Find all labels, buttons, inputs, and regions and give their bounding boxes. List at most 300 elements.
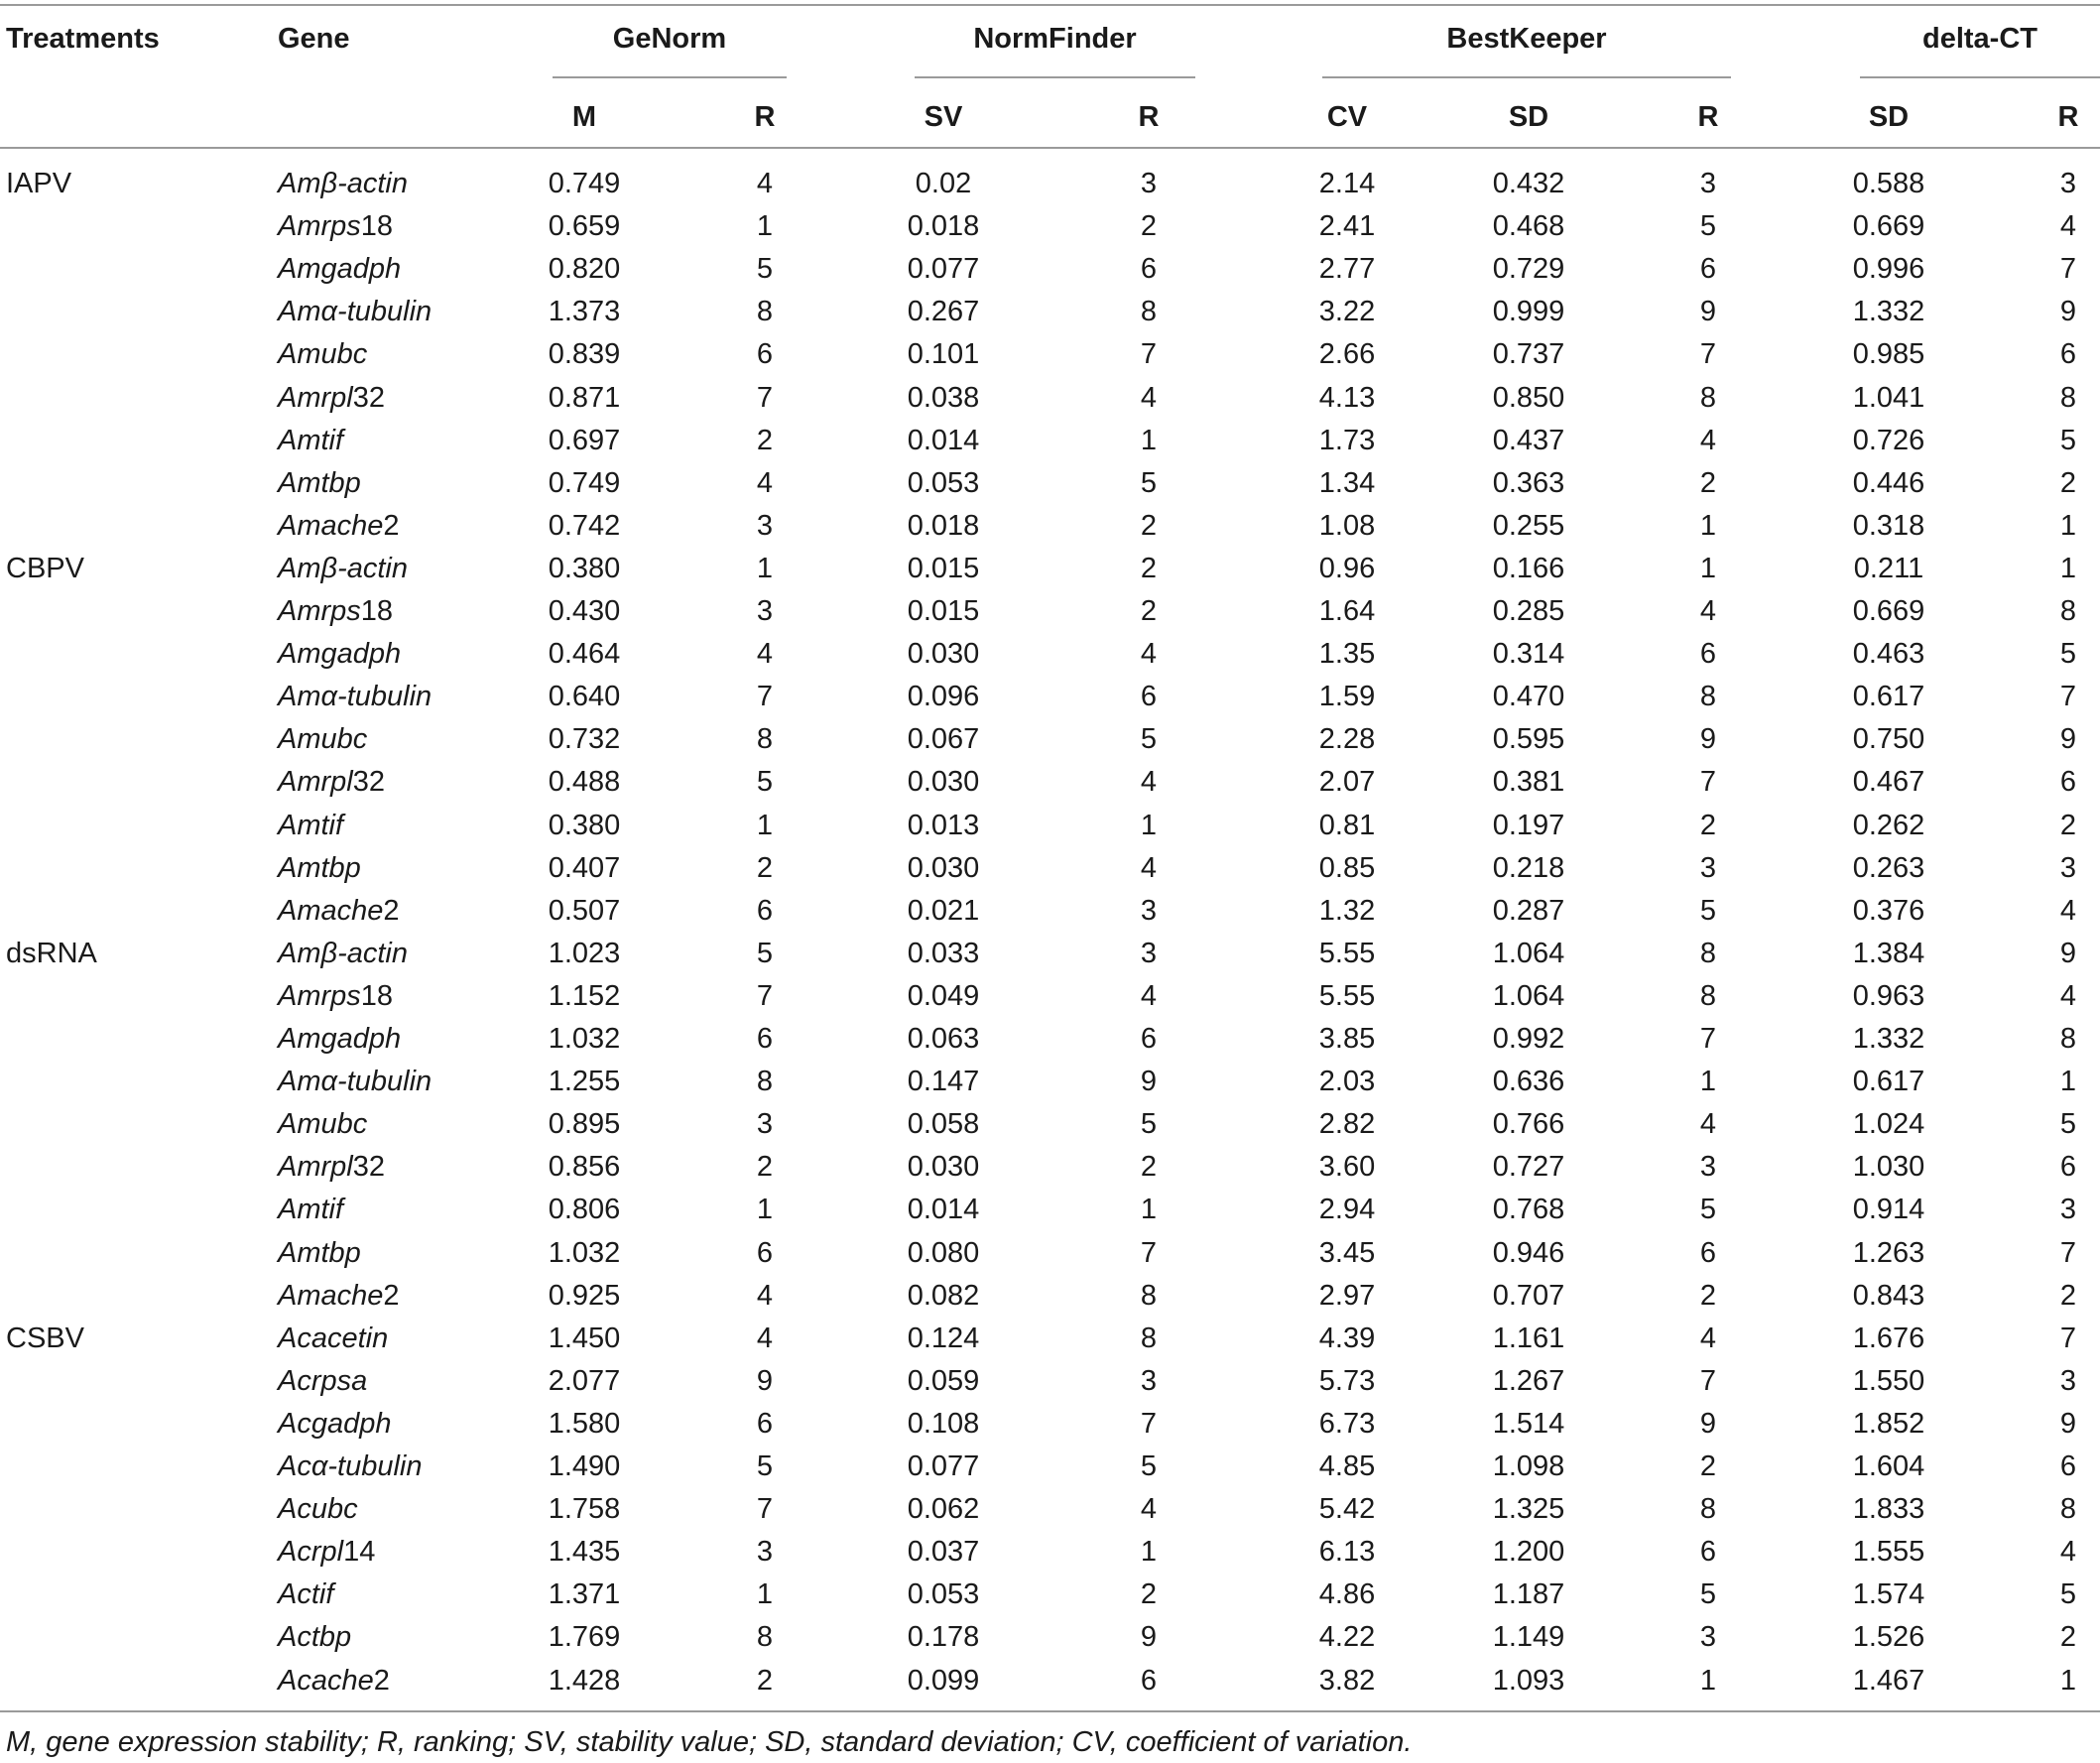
- value-cell: 1.093: [1492, 1664, 1565, 1697]
- value-cell: 2: [1140, 1578, 1158, 1611]
- value-cell: 5: [2059, 638, 2077, 671]
- value-cell: 0.314: [1492, 638, 1565, 671]
- value-cell: 0.732: [548, 723, 621, 756]
- value-cell: 0.895: [548, 1108, 621, 1141]
- value-cell: 9: [2059, 1407, 2077, 1440]
- gene-name: Amα-tubulin: [278, 681, 432, 713]
- value-cell: 2.07: [1318, 766, 1376, 799]
- value-cell: 0.376: [1852, 894, 1925, 927]
- value-cell: 5: [1140, 1450, 1158, 1482]
- value-cell: 0.030: [907, 851, 980, 884]
- value-cell: 0.262: [1852, 809, 1925, 841]
- subheader-sv: SV: [924, 101, 963, 133]
- value-cell: 7: [756, 1493, 774, 1526]
- value-cell: 9: [2059, 296, 2077, 328]
- value-cell: 8: [2059, 1493, 2077, 1526]
- value-cell: 0.038: [907, 381, 980, 414]
- group-underline: [915, 76, 1195, 78]
- value-cell: 1: [1699, 509, 1717, 542]
- value-cell: 3: [1140, 1364, 1158, 1397]
- value-cell: 2: [756, 424, 774, 456]
- value-cell: 2: [756, 851, 774, 884]
- value-cell: 3: [2059, 1364, 2077, 1397]
- value-cell: 2: [1140, 595, 1158, 627]
- value-cell: 5.55: [1318, 937, 1376, 969]
- value-cell: 4: [1140, 766, 1158, 799]
- value-cell: 9: [1140, 1066, 1158, 1098]
- value-cell: 0.255: [1492, 509, 1565, 542]
- gene-name: Amα-tubulin: [278, 1066, 432, 1098]
- value-cell: 8: [1699, 979, 1717, 1012]
- value-cell: 3: [1140, 894, 1158, 927]
- value-cell: 5: [1699, 1578, 1717, 1611]
- value-cell: 0.806: [548, 1194, 621, 1226]
- value-cell: 1.098: [1492, 1450, 1565, 1482]
- value-cell: 6.13: [1318, 1536, 1376, 1569]
- value-cell: 1.59: [1318, 681, 1376, 713]
- value-cell: 8: [2059, 1023, 2077, 1055]
- value-cell: 1.032: [548, 1023, 621, 1055]
- value-cell: 7: [1699, 766, 1717, 799]
- value-cell: 6: [2059, 1450, 2077, 1482]
- value-cell: 2: [2059, 1279, 2077, 1312]
- value-cell: 3.85: [1318, 1023, 1376, 1055]
- value-cell: 5: [1699, 210, 1717, 243]
- value-cell: 8: [1699, 681, 1717, 713]
- value-cell: 0.446: [1852, 466, 1925, 499]
- value-cell: 5: [1699, 894, 1717, 927]
- value-cell: 1.064: [1492, 979, 1565, 1012]
- value-cell: 0.147: [907, 1066, 980, 1098]
- value-cell: 0.197: [1492, 809, 1565, 841]
- subheader-r: R: [2057, 101, 2079, 133]
- value-cell: 1: [1140, 1194, 1158, 1226]
- value-cell: 1: [1699, 1066, 1717, 1098]
- group-header-genorm: GeNorm: [612, 23, 727, 55]
- value-cell: 0.742: [548, 509, 621, 542]
- value-cell: 1.676: [1852, 1322, 1925, 1354]
- value-cell: 2: [2059, 1621, 2077, 1654]
- value-cell: 4: [2059, 979, 2077, 1012]
- value-cell: 0.85: [1318, 851, 1376, 884]
- value-cell: 0.914: [1852, 1194, 1925, 1226]
- value-cell: 1.023: [548, 937, 621, 969]
- value-cell: 0.108: [907, 1407, 980, 1440]
- value-cell: 8: [756, 1066, 774, 1098]
- value-cell: 0.02: [915, 168, 972, 199]
- value-cell: 1.555: [1852, 1536, 1925, 1569]
- top-rule: [0, 4, 2100, 6]
- treatment-label: CSBV: [6, 1322, 84, 1354]
- group-underline: [553, 76, 787, 78]
- value-cell: 0.030: [907, 766, 980, 799]
- value-cell: 2: [1699, 1450, 1717, 1482]
- value-cell: 1: [2059, 509, 2077, 542]
- value-cell: 4.85: [1318, 1450, 1376, 1482]
- value-cell: 0.101: [907, 338, 980, 371]
- value-cell: 4.22: [1318, 1621, 1376, 1654]
- value-cell: 1.514: [1492, 1407, 1565, 1440]
- value-cell: 5: [756, 253, 774, 286]
- value-cell: 0.166: [1492, 552, 1565, 584]
- value-cell: 0.067: [907, 723, 980, 756]
- value-cell: 4: [1140, 638, 1158, 671]
- gene-name: Amβ-actin: [278, 168, 408, 199]
- value-cell: 0.768: [1492, 1194, 1565, 1226]
- value-cell: 2: [1140, 1151, 1158, 1184]
- value-cell: 0.507: [548, 894, 621, 927]
- treatment-label: CBPV: [6, 552, 84, 584]
- value-cell: 2: [756, 1664, 774, 1697]
- gene-name: Acrpsa: [278, 1364, 368, 1397]
- value-cell: 1.267: [1492, 1364, 1565, 1397]
- value-cell: 0.636: [1492, 1066, 1565, 1098]
- value-cell: 0.437: [1492, 424, 1565, 456]
- group-header-normfinder: NormFinder: [973, 23, 1137, 55]
- gene-name: Amgadph: [278, 638, 402, 671]
- value-cell: 5.55: [1318, 979, 1376, 1012]
- value-cell: 8: [2059, 595, 2077, 627]
- value-cell: 4: [2059, 1536, 2077, 1569]
- value-cell: 0.013: [907, 809, 980, 841]
- value-cell: 4: [756, 1279, 774, 1312]
- value-cell: 0.033: [907, 937, 980, 969]
- value-cell: 1: [756, 1578, 774, 1611]
- value-cell: 8: [1140, 1279, 1158, 1312]
- value-cell: 0.318: [1852, 509, 1925, 542]
- value-cell: 0.053: [907, 1578, 980, 1611]
- value-cell: 0.096: [907, 681, 980, 713]
- value-cell: 6: [1699, 1236, 1717, 1269]
- value-cell: 5: [1699, 1194, 1717, 1226]
- value-cell: 0.749: [548, 466, 621, 499]
- value-cell: 0.470: [1492, 681, 1565, 713]
- gene-name: Acache2: [278, 1664, 390, 1697]
- value-cell: 0.380: [548, 552, 621, 584]
- value-cell: 8: [1140, 1322, 1158, 1354]
- value-cell: 1: [2059, 1664, 2077, 1697]
- value-cell: 1.490: [548, 1450, 621, 1482]
- gene-name: Amubc: [278, 1108, 368, 1141]
- value-cell: 4: [1699, 595, 1717, 627]
- subheader-cv: CV: [1326, 101, 1368, 133]
- value-cell: 4: [1140, 851, 1158, 884]
- gene-name: Amtbp: [278, 466, 361, 499]
- value-cell: 2: [2059, 809, 2077, 841]
- value-cell: 7: [2059, 253, 2077, 286]
- value-cell: 5: [756, 766, 774, 799]
- treatment-label: dsRNA: [6, 937, 97, 969]
- gene-name: Amrps18: [278, 595, 394, 627]
- value-cell: 0.750: [1852, 723, 1925, 756]
- value-cell: 0.099: [907, 1664, 980, 1697]
- value-cell: 7: [1699, 1364, 1717, 1397]
- value-cell: 7: [756, 681, 774, 713]
- gene-name: Amgadph: [278, 253, 402, 286]
- value-cell: 0.727: [1492, 1151, 1565, 1184]
- value-cell: 1.024: [1852, 1108, 1925, 1141]
- value-cell: 1.435: [548, 1536, 621, 1569]
- value-cell: 0.467: [1852, 766, 1925, 799]
- value-cell: 8: [756, 296, 774, 328]
- value-cell: 3.45: [1318, 1236, 1376, 1269]
- value-cell: 7: [1140, 1236, 1158, 1269]
- header-bottom-rule: [0, 147, 2100, 149]
- value-cell: 0.464: [548, 638, 621, 671]
- gene-name: Acgadph: [278, 1407, 392, 1440]
- gene-name: Acacetin: [278, 1322, 389, 1354]
- value-cell: 0.018: [907, 509, 980, 542]
- value-cell: 0.380: [548, 809, 621, 841]
- subheader-sd: SD: [1868, 101, 1910, 133]
- value-cell: 1: [2059, 552, 2077, 584]
- value-cell: 1.833: [1852, 1493, 1925, 1526]
- value-cell: 4: [2059, 894, 2077, 927]
- gene-name: Amache2: [278, 894, 400, 927]
- value-cell: 4: [1140, 979, 1158, 1012]
- value-cell: 0.211: [1853, 552, 1924, 584]
- value-cell: 0.077: [907, 1450, 980, 1482]
- value-cell: 0.925: [548, 1279, 621, 1312]
- value-cell: 1.032: [548, 1236, 621, 1269]
- value-cell: 3.22: [1318, 296, 1376, 328]
- value-cell: 0.697: [548, 424, 621, 456]
- value-cell: 0.839: [548, 338, 621, 371]
- value-cell: 0.062: [907, 1493, 980, 1526]
- value-cell: 0.871: [548, 381, 621, 414]
- value-cell: 2.14: [1318, 168, 1376, 199]
- subheader-m: M: [571, 101, 597, 133]
- value-cell: 7: [1140, 338, 1158, 371]
- value-cell: 3: [756, 1108, 774, 1141]
- value-cell: 5: [1140, 723, 1158, 756]
- value-cell: 5: [756, 1450, 774, 1482]
- value-cell: 0.178: [907, 1621, 980, 1654]
- value-cell: 8: [1699, 1493, 1717, 1526]
- value-cell: 2.077: [548, 1364, 621, 1397]
- value-cell: 1.580: [548, 1407, 621, 1440]
- value-cell: 8: [1699, 937, 1717, 969]
- value-cell: 6: [2059, 766, 2077, 799]
- value-cell: 2: [1140, 210, 1158, 243]
- gene-name: Amubc: [278, 723, 368, 756]
- value-cell: 2: [1699, 809, 1717, 841]
- value-cell: 1.187: [1492, 1578, 1565, 1611]
- value-cell: 3: [1699, 851, 1717, 884]
- value-cell: 1.161: [1492, 1322, 1565, 1354]
- value-cell: 0.737: [1492, 338, 1565, 371]
- value-cell: 3: [1699, 1621, 1717, 1654]
- value-cell: 0.037: [907, 1536, 980, 1569]
- value-cell: 0.080: [907, 1236, 980, 1269]
- value-cell: 1: [1699, 552, 1717, 584]
- value-cell: 4: [1140, 381, 1158, 414]
- value-cell: 0.669: [1852, 210, 1925, 243]
- gene-name: Amtif: [278, 1194, 344, 1226]
- value-cell: 6: [1140, 1023, 1158, 1055]
- value-cell: 3: [2059, 168, 2077, 199]
- value-cell: 6: [1140, 1664, 1158, 1697]
- value-cell: 9: [1699, 296, 1717, 328]
- value-cell: 2: [1699, 1279, 1717, 1312]
- value-cell: 1.526: [1852, 1621, 1925, 1654]
- subheader-r: R: [1697, 101, 1719, 133]
- value-cell: 4: [1699, 424, 1717, 456]
- value-cell: 0.946: [1492, 1236, 1565, 1269]
- gene-name: Amache2: [278, 1279, 400, 1312]
- value-cell: 4: [756, 1322, 774, 1354]
- gene-name: Actbp: [278, 1621, 352, 1654]
- value-cell: 0.766: [1492, 1108, 1565, 1141]
- value-cell: 1: [1699, 1664, 1717, 1697]
- value-cell: 0.985: [1852, 338, 1925, 371]
- value-cell: 8: [1140, 296, 1158, 328]
- value-cell: 6: [1140, 253, 1158, 286]
- value-cell: 1: [756, 552, 774, 584]
- value-cell: 9: [2059, 937, 2077, 969]
- value-cell: 4.86: [1318, 1578, 1376, 1611]
- value-cell: 7: [1699, 1023, 1717, 1055]
- value-cell: 4: [756, 466, 774, 499]
- value-cell: 2.66: [1318, 338, 1376, 371]
- value-cell: 1.041: [1852, 381, 1925, 414]
- value-cell: 1.604: [1852, 1450, 1925, 1482]
- gene-name: Amtbp: [278, 851, 361, 884]
- value-cell: 0.617: [1852, 681, 1925, 713]
- value-cell: 0.287: [1492, 894, 1565, 927]
- value-cell: 2.77: [1318, 253, 1376, 286]
- value-cell: 2.03: [1318, 1066, 1376, 1098]
- value-cell: 0.726: [1852, 424, 1925, 456]
- value-cell: 1.152: [548, 979, 621, 1012]
- value-cell: 7: [756, 979, 774, 1012]
- value-cell: 3: [756, 509, 774, 542]
- value-cell: 0.659: [548, 210, 621, 243]
- value-cell: 7: [756, 381, 774, 414]
- value-cell: 6: [2059, 1151, 2077, 1184]
- value-cell: 0.124: [907, 1322, 980, 1354]
- value-cell: 1.769: [548, 1621, 621, 1654]
- value-cell: 0.588: [1852, 168, 1925, 199]
- value-cell: 1: [756, 1194, 774, 1226]
- value-cell: 6: [756, 1407, 774, 1440]
- gene-name: Amβ-actin: [278, 937, 408, 969]
- value-cell: 0.820: [548, 253, 621, 286]
- value-cell: 5: [2059, 424, 2077, 456]
- header-treatments: Treatments: [6, 23, 160, 55]
- value-cell: 0.053: [907, 466, 980, 499]
- value-cell: 2: [1140, 552, 1158, 584]
- value-cell: 0.856: [548, 1151, 621, 1184]
- value-cell: 1.574: [1852, 1578, 1925, 1611]
- value-cell: 0.082: [907, 1279, 980, 1312]
- value-cell: 6: [756, 894, 774, 927]
- value-cell: 5: [1140, 466, 1158, 499]
- value-cell: 1: [756, 809, 774, 841]
- value-cell: 0.729: [1492, 253, 1565, 286]
- value-cell: 0.617: [1852, 1066, 1925, 1098]
- group-underline: [1860, 76, 2100, 78]
- value-cell: 1.550: [1852, 1364, 1925, 1397]
- value-cell: 4: [1699, 1322, 1717, 1354]
- value-cell: 0.992: [1492, 1023, 1565, 1055]
- value-cell: 1: [756, 210, 774, 243]
- value-cell: 6: [1699, 253, 1717, 286]
- value-cell: 0.850: [1492, 381, 1565, 414]
- value-cell: 0.463: [1852, 638, 1925, 671]
- value-cell: 6: [756, 338, 774, 371]
- value-cell: 7: [1140, 1407, 1158, 1440]
- value-cell: 0.707: [1492, 1279, 1565, 1312]
- value-cell: 4: [2059, 210, 2077, 243]
- value-cell: 9: [1699, 723, 1717, 756]
- value-cell: 4: [1699, 1108, 1717, 1141]
- value-cell: 0.468: [1492, 210, 1565, 243]
- value-cell: 0.669: [1852, 595, 1925, 627]
- gene-name: Amrpl32: [278, 381, 385, 414]
- value-cell: 0.267: [907, 296, 980, 328]
- value-cell: 0.963: [1852, 979, 1925, 1012]
- value-cell: 0.407: [548, 851, 621, 884]
- value-cell: 2: [2059, 466, 2077, 499]
- value-cell: 7: [2059, 681, 2077, 713]
- value-cell: 1.332: [1852, 1023, 1925, 1055]
- value-cell: 9: [1140, 1621, 1158, 1654]
- gene-name: Amtif: [278, 424, 344, 456]
- value-cell: 1.332: [1852, 296, 1925, 328]
- gene-name: Amrpl32: [278, 766, 385, 799]
- value-cell: 1.758: [548, 1493, 621, 1526]
- value-cell: 1.32: [1318, 894, 1376, 927]
- value-cell: 1: [1140, 424, 1158, 456]
- value-cell: 8: [1699, 381, 1717, 414]
- value-cell: 0.063: [907, 1023, 980, 1055]
- value-cell: 0.014: [907, 424, 980, 456]
- value-cell: 1.428: [548, 1664, 621, 1697]
- value-cell: 5: [1140, 1108, 1158, 1141]
- value-cell: 2.94: [1318, 1194, 1376, 1226]
- value-cell: 0.749: [548, 168, 621, 199]
- value-cell: 2.28: [1318, 723, 1376, 756]
- value-cell: 3.60: [1318, 1151, 1376, 1184]
- value-cell: 0.996: [1852, 253, 1925, 286]
- value-cell: 7: [2059, 1236, 2077, 1269]
- subheader-r: R: [1138, 101, 1160, 133]
- value-cell: 2: [1140, 509, 1158, 542]
- gene-name: Amubc: [278, 338, 368, 371]
- value-cell: 9: [2059, 723, 2077, 756]
- value-cell: 1.34: [1318, 466, 1376, 499]
- value-cell: 4: [1140, 1493, 1158, 1526]
- gene-name: Amrps18: [278, 979, 394, 1012]
- value-cell: 4: [756, 168, 774, 199]
- value-cell: 8: [756, 723, 774, 756]
- value-cell: 5.42: [1318, 1493, 1376, 1526]
- value-cell: 5: [2059, 1108, 2077, 1141]
- gene-name: Amache2: [278, 509, 400, 542]
- value-cell: 2.41: [1318, 210, 1376, 243]
- value-cell: 6: [1699, 1536, 1717, 1569]
- value-cell: 0.96: [1318, 552, 1376, 584]
- value-cell: 1.373: [548, 296, 621, 328]
- value-cell: 3: [1699, 1151, 1717, 1184]
- gene-name: Acrpl14: [278, 1536, 376, 1569]
- value-cell: 6: [756, 1023, 774, 1055]
- group-header-delta-ct: delta-CT: [1922, 23, 2038, 55]
- value-cell: 0.81: [1318, 809, 1376, 841]
- gene-name: Amgadph: [278, 1023, 402, 1055]
- gene-name: Amtif: [278, 809, 344, 841]
